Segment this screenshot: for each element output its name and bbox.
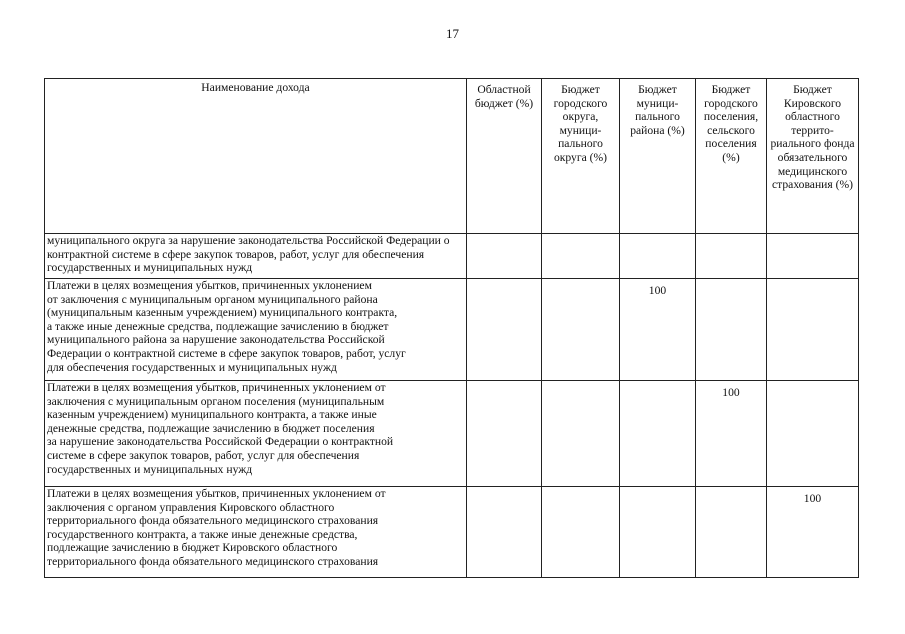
revenue-distribution-table — [44, 78, 859, 578]
table-row — [45, 279, 859, 381]
header-row — [45, 79, 859, 234]
municipal-district-budget-cell — [620, 381, 696, 487]
header-medical-insurance-fund-budget: Бюджет Кировского областного террито-риального фонда обязательного медицинского страхования (%) — [767, 79, 859, 234]
medical-insurance-fund-cell — [767, 279, 859, 381]
header-regional-budget: Областной бюджет (%) — [467, 79, 542, 234]
medical-insurance-fund-cell: 100 — [767, 487, 859, 578]
table-row — [45, 381, 859, 487]
regional-budget-cell — [467, 487, 542, 578]
settlement-budget-cell — [696, 487, 767, 578]
municipal-district-budget-cell — [620, 487, 696, 578]
regional-budget-cell — [467, 381, 542, 487]
medical-insurance-fund-cell — [767, 234, 859, 279]
header-settlement-budget: Бюджет городского поселения, сельского поселения (%) — [696, 79, 767, 234]
settlement-budget-cell: 100 — [696, 381, 767, 487]
table-row — [45, 487, 859, 578]
page-number: 17 — [446, 26, 459, 41]
income-name-cell: Платежи в целях возмещения убытков, причиненных уклонением от заключения с муниципальным органом муниципального района (муниципальным казенным учреждением) муниципального контракта, а также иные денежные средства, подлежащие зачислению в бюджет муниципального района за нарушение законодательства Российской Федерации о контрактной системе в сфере закупок товаров, работ, услуг для обеспечения государственных и муниципальных нужд — [45, 279, 467, 381]
income-name-cell: Платежи в целях возмещения убытков, причиненных уклонением от заключения с органом управления Кировского областного территориального фонда обязательного медицинского страхования государственного контракта, а также иные денежные средства, подлежащие зачислению в бюджет Кировского областного территориального фонда обязательного медицинского страхования — [45, 487, 467, 578]
income-name-cell: Платежи в целях возмещения убытков, причиненных уклонением от заключения с муниципальным органом поселения (муниципальным казенным учреждением) муниципального контракта, а также иные денежные средства, подлежащие зачислению в бюджет поселения за нарушение законодательства Российской Федерации о контрактной системе в сфере закупок товаров, работ, услуг для обеспечения государственных и муниципальных нужд — [45, 381, 467, 487]
regional-budget-cell — [467, 279, 542, 381]
header-municipal-district-budget: Бюджет муници-пального района (%) — [620, 79, 696, 234]
municipal-district-budget-cell: 100 — [620, 279, 696, 381]
regional-budget-cell — [467, 234, 542, 279]
city-district-budget-cell — [542, 279, 620, 381]
city-district-budget-cell — [542, 487, 620, 578]
municipal-district-budget-cell — [620, 234, 696, 279]
city-district-budget-cell — [542, 381, 620, 487]
header-income-name: Наименование дохода — [45, 79, 467, 234]
header-city-district-budget: Бюджет городского округа, муници-пального округа (%) — [542, 79, 620, 234]
income-name-cell: муниципального округа за нарушение законодательства Российской Федерации о контрактной системе в сфере закупок товаров, работ, услуг для обеспечения государственных и муниципальных нужд — [45, 234, 467, 279]
medical-insurance-fund-cell — [767, 381, 859, 487]
city-district-budget-cell — [542, 234, 620, 279]
settlement-budget-cell — [696, 234, 767, 279]
settlement-budget-cell — [696, 279, 767, 381]
table-row — [45, 234, 859, 279]
